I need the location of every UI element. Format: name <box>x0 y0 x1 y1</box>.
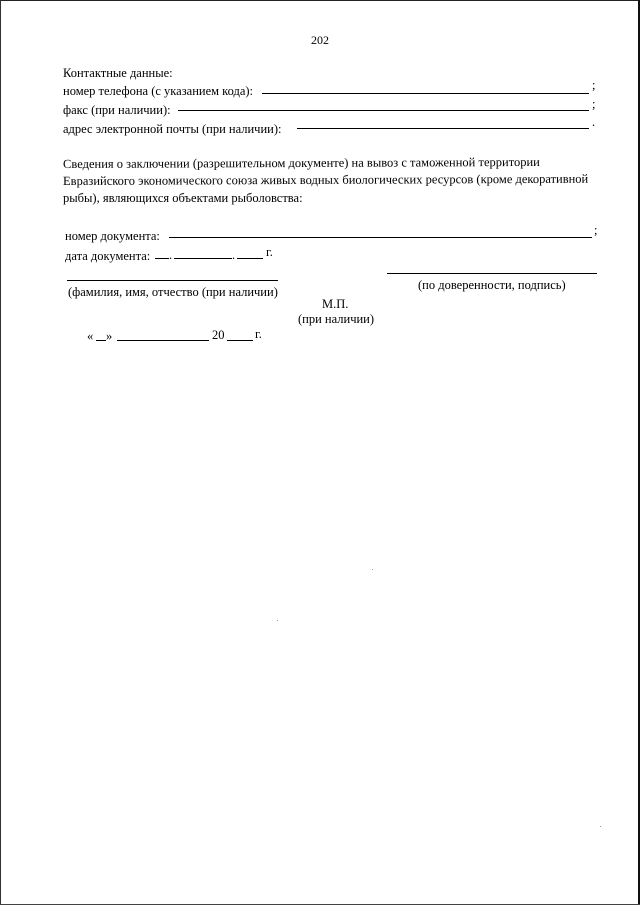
email-label: адрес электронной почты (при наличии): <box>63 122 282 136</box>
scan-speck <box>372 569 373 570</box>
conclusion-line-3: рыбы), являющихся объектами рыболовства: <box>63 191 303 205</box>
name-field-line[interactable] <box>67 280 278 281</box>
stamp-label: М.П. <box>322 297 349 311</box>
doc-date-month-line[interactable] <box>174 258 232 259</box>
page-number: 202 <box>311 33 329 47</box>
contacts-heading: Контактные данные: <box>63 66 173 80</box>
doc-date-day-line[interactable] <box>155 258 169 259</box>
doc-number-label: номер документа: <box>65 229 160 243</box>
fax-label: факс (при наличии): <box>63 103 171 117</box>
scan-border-top <box>0 0 640 1</box>
scan-speck <box>277 620 278 621</box>
conclusion-line-1: Сведения о заключении (разрешительном документе) на вывоз с таможенной территории <box>63 154 540 171</box>
date-month-line[interactable] <box>117 340 209 341</box>
date-open-quote: « <box>87 329 94 343</box>
date-day-line[interactable] <box>96 340 106 341</box>
doc-date-sep-1: . <box>169 248 173 262</box>
doc-date-year-line[interactable] <box>237 258 263 259</box>
date-year-suffix: г. <box>255 327 262 341</box>
email-field-line[interactable] <box>297 128 589 129</box>
doc-date-label: дата документа: <box>65 249 151 263</box>
signature-field-line[interactable] <box>387 273 597 274</box>
phone-field-line[interactable] <box>262 93 589 94</box>
signature-caption: (по доверенности, подпись) <box>418 278 566 292</box>
fax-field-line[interactable] <box>178 110 589 111</box>
email-end: . <box>592 115 596 129</box>
phone-end: ; <box>592 78 596 92</box>
doc-date-suffix: г. <box>266 245 273 259</box>
stamp-note: (при наличии) <box>298 312 375 326</box>
scan-speck <box>600 826 601 827</box>
fax-end: ; <box>592 97 596 111</box>
doc-number-end: ; <box>594 223 598 237</box>
phone-label: номер телефона (с указанием кода): <box>63 84 254 98</box>
scan-border-left <box>0 0 1 905</box>
name-caption: (фамилия, имя, отчество (при наличии) <box>68 285 278 299</box>
doc-date-sep-2: . <box>232 248 236 262</box>
date-year-line[interactable] <box>227 340 253 341</box>
conclusion-line-2: Евразийского экономического союза живых водных биологических ресурсов (кроме декоративной <box>63 171 589 188</box>
doc-number-field-line[interactable] <box>169 237 592 238</box>
date-year-prefix: 20 <box>212 328 225 342</box>
date-close-quote: » <box>106 329 113 343</box>
